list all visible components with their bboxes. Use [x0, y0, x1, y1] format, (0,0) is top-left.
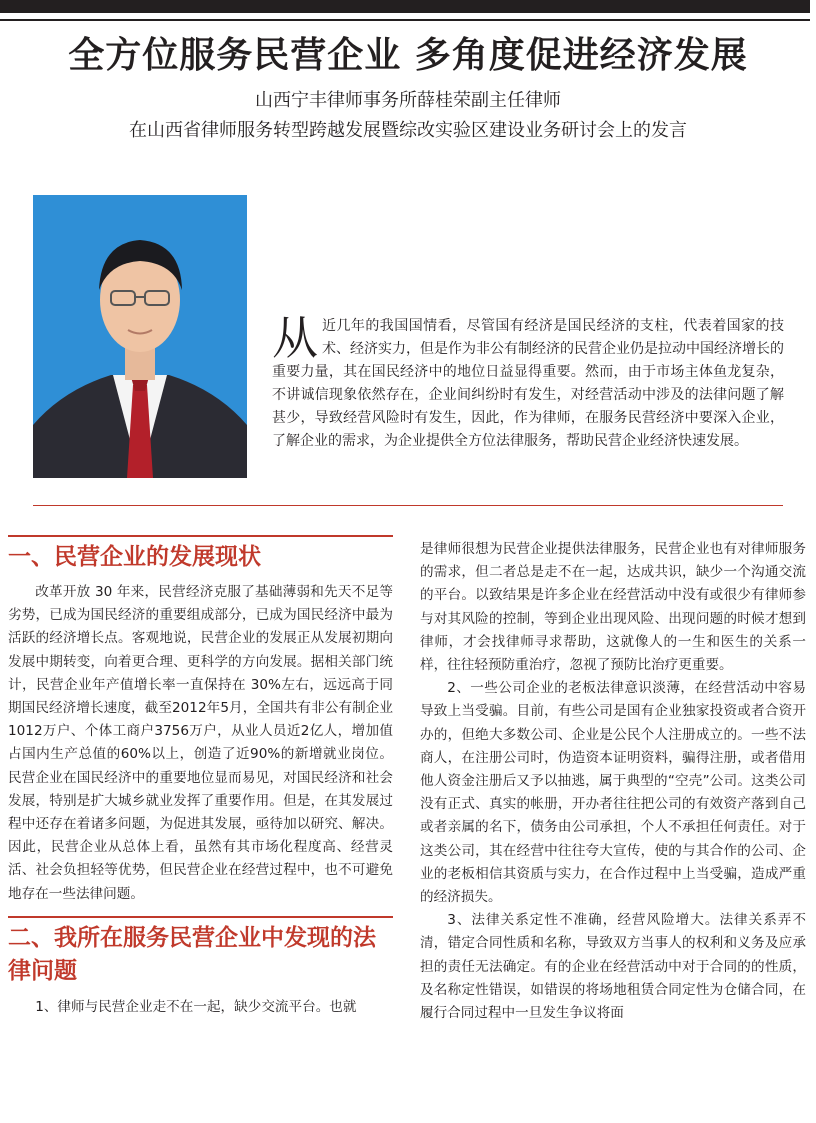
section-2-paragraph-2: 2、一些公司企业的老板法律意识淡薄，在经营活动中容易导致上当受骗。目前，有些公司是国有企业独家投资或者合资开办的，但绝大多数公司、企业是公民个人注册成立的。一些不法商人，在注册公司时，伪造资本证明资料，骗得注册，或者借用他人资金注册后又予以抽逃，属于典型的“空壳”公司。这类公司没有正式、真实的帐册，开办者往往把公司的有效资产落到自己或者亲属的名下，债务由公司承担，个人不承担任何责任。对于这类公司，其在经营中往往夸大宣传，使的与其合作的公司、企业的老板相信其资质与实力，在合作过程中上当受骗，造成严重的经济损失。: [420, 680, 806, 906]
top-rule-thin: [0, 19, 810, 21]
section-2-title: 二、我所在服务民营企业中发现的法律问题: [8, 916, 393, 988]
intro-text: 近几年的我国国情看，尽管国有经济是国民经济的支柱，代表着国家的技术、经济实力，但是作为非公有制经济的民营企业仍是拉动中国经济增长的重要力量，其在国民经济中的地位日益显得重要。然而，由于市场主体鱼龙复杂，不讲诚信现象依然存在，企业间纠纷时有发生，对经营活动中涉及的法律问题了解甚少，导致经营风险时有发生，因此，作为律师，在服务民营经济中要深入企业，了解企业的需求，为企业提供全方位法律服务，帮助民营企业经济快速发展。: [272, 318, 784, 449]
right-column: [420, 538, 806, 1025]
top-rule-thick: [0, 0, 810, 13]
subhead-speaker: 山西宁丰律师事务所薛桂荣副主任律师: [255, 90, 561, 111]
intro-paragraph: [272, 311, 784, 453]
section-2-paragraph-1-cont: 是律师很想为民营企业提供法律服务，民营企业也有对律师服务的需求，但二者总是走不在一起，达成共识，缺少一个沟通交流的平台。以致结果是许多企业在经营活动中没有或很少有律师参与对其风险的控制，等到企业出现风险、出现问题的时候才想到律师，才会找律师寻求帮助，这就像人的一生和医生的关系一样，往往轻预防重治疗，忽视了预防比治疗更重要。: [420, 541, 806, 674]
left-column: [8, 535, 393, 1019]
subhead-occasion: 在山西省律师服务转型跨越发展暨综改实验区建设业务研讨会上的发言: [129, 120, 687, 141]
intro-divider: [33, 505, 783, 506]
speaker-portrait: [33, 195, 247, 478]
section-1-title: 一、民营企业的发展现状: [8, 535, 393, 573]
section-2-paragraph-1-start: 1、律师与民营企业走不在一起，缺少交流平台。也就: [35, 998, 357, 1015]
section-2-paragraph-3: 3、法律关系定性不准确，经营风险增大。法律关系弄不清，错定合同性质和名称，导致双方当事人的权利和义务及应承担的责任无法确定。有的企业在经营活动中对于合同的的性质，及名称定性错误，如错误的将场地租赁合同定性为仓储合同，在履行合同过程中一旦发生争议将面: [420, 912, 806, 1022]
headline: 全方位服务民营企业 多角度促进经济发展: [68, 34, 748, 76]
section-1-paragraph: 改革开放 30 年来，民营经济克服了基础薄弱和先天不足等劣势，已成为国民经济的重要组成部分，已成为国民经济中最为活跃的经济增长点。客观地说，民营企业的发展正从发展初期向发展中期转变，向着更合理、更科学的方向发展。据相关部门统计，民营企业年产值增长率一直保持在 30%左右，远远高于同期国民经济增长速度，截至2012年5月，全国共有非公有制企业1012万户、个体工商户3756万户，从业人员近2亿人，增加值占国内生产总值的60%以上，创造了近90%的新增就业岗位。民营企业在国民经济中的重要地位显而易见，对国民经济和社会发展，特别是扩大城乡就业发挥了重要作用。但是，在其发展过程中还存在着诸多问题，为促进其发展，亟待加以研究、解决。因此，民营企业从总体上看，虽然有其市场化程度高、经营灵活、社会负担轻等优势，但民营企业在经营过程中，也不可避免地存在一些法律问题。: [8, 584, 393, 902]
intro-dropcap: 从: [272, 311, 318, 365]
